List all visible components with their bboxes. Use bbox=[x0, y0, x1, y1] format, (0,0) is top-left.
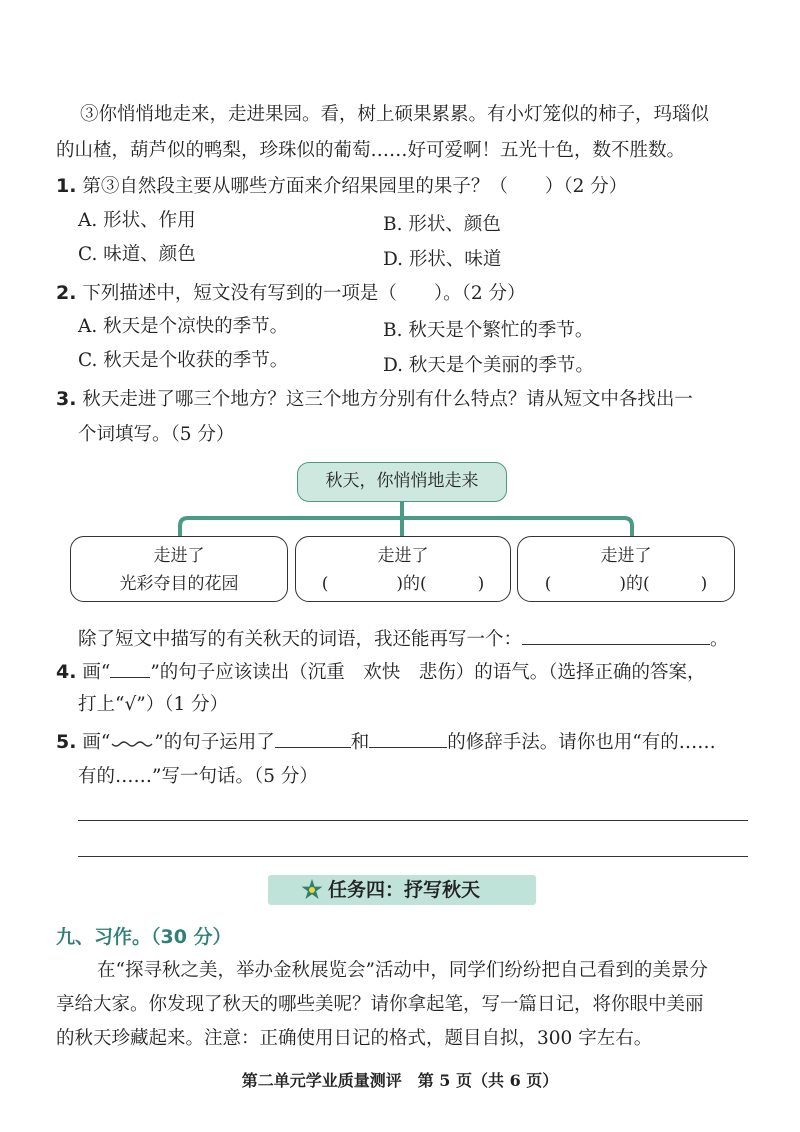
essay-prompt-line-3: 的秋天珍藏起来。注意：正确使用日记的格式，题目自拟，300 字左右。 bbox=[56, 1028, 653, 1049]
box-title: 走进了 bbox=[153, 546, 205, 566]
writing-line[interactable] bbox=[78, 820, 748, 821]
diagram-connectors bbox=[0, 500, 800, 540]
wavy-underline-sample bbox=[110, 734, 154, 748]
question-text: 画“ bbox=[82, 732, 111, 753]
page-footer: 第二单元学业质量测评 第 5 页（共 6 页） bbox=[241, 1071, 559, 1090]
writing-line[interactable] bbox=[78, 856, 748, 857]
question-text: 画“ bbox=[82, 662, 111, 683]
option-d[interactable]: D. 形状、味道 bbox=[383, 249, 502, 270]
box-answer-blank[interactable]: ( )的( ) bbox=[321, 574, 485, 594]
question-number: 3. bbox=[56, 388, 77, 410]
box-answer: 光彩夺目的花园 bbox=[119, 574, 239, 594]
answer-blank[interactable] bbox=[369, 731, 447, 748]
box-answer-blank[interactable]: ( )的( ) bbox=[544, 574, 708, 594]
question-4 bbox=[56, 661, 706, 684]
diagram-box-3 bbox=[517, 536, 735, 602]
question-5 bbox=[56, 731, 716, 754]
diagram-root: 秋天，你悄悄地走来 bbox=[297, 462, 507, 502]
question-number: 4. bbox=[56, 661, 77, 683]
question-text: ”的句子运用了 bbox=[154, 732, 275, 753]
question-2 bbox=[56, 282, 526, 305]
passage-line-1: ③你悄悄地走来，走进果园。看，树上硕果累累。有小灯笼似的柿子，玛瑙似 bbox=[80, 104, 710, 125]
question-3 bbox=[56, 388, 693, 411]
box-title: 走进了 bbox=[600, 546, 652, 566]
question-number: 5. bbox=[56, 731, 77, 753]
box-title: 走进了 bbox=[377, 546, 429, 566]
essay-prompt-line-1: 在“探寻秋之美，举办金秋展览会”活动中，同学们纷纷把自己看到的美景分 bbox=[97, 960, 708, 981]
underline-sample bbox=[110, 663, 150, 678]
question-number: 2. bbox=[56, 282, 77, 304]
option-c[interactable]: C. 秋天是个收获的季节。 bbox=[78, 350, 289, 371]
passage-line-2: 的山楂，葫芦似的鸭梨，珍珠似的葡萄……好可爱啊！五光十色，数不胜数。 bbox=[56, 140, 686, 161]
q3-extra bbox=[78, 628, 729, 651]
question-text: 下列描述中，短文没有写到的一项是（ ）。（2 分） bbox=[82, 283, 526, 304]
question-1 bbox=[56, 175, 627, 198]
option-a[interactable]: A. 秋天是个凉快的季节。 bbox=[78, 316, 289, 337]
star-icon bbox=[300, 878, 324, 902]
question-text: 和 bbox=[350, 732, 370, 753]
question-text: 第③自然段主要从哪些方面来介绍果园里的果子？（ ）（2 分） bbox=[82, 176, 628, 197]
question-number: 1. bbox=[56, 175, 77, 197]
question-4-line-2: 打上“√”）（1 分） bbox=[78, 694, 229, 715]
diagram-box-1 bbox=[70, 536, 288, 602]
question-text: 秋天走进了哪三个地方？这三个地方分别有什么特点？请从短文中各找出一 bbox=[82, 389, 693, 410]
question-text: 的修辞手法。请你也用“有的…… bbox=[447, 732, 716, 753]
diagram-box-2 bbox=[295, 536, 511, 602]
option-d[interactable]: D. 秋天是个美丽的季节。 bbox=[383, 355, 594, 376]
q3-extra-end: 。 bbox=[710, 629, 729, 650]
question-5-line-2: 有的……”写一句话。（5 分） bbox=[78, 766, 318, 787]
task-banner-title: 任务四：抒写秋天 bbox=[328, 879, 481, 901]
q3-extra-text: 除了短文中描写的有关秋天的词语，我还能再写一个： bbox=[78, 629, 523, 650]
section-heading: 九、习作。（30 分） bbox=[56, 926, 232, 948]
answer-blank[interactable] bbox=[522, 628, 710, 645]
question-text: ”的句子应该读出（沉重 欢快 悲伤）的语气。（选择正确的答案， bbox=[150, 662, 706, 683]
answer-blank[interactable] bbox=[275, 731, 351, 748]
option-b[interactable]: B. 秋天是个繁忙的季节。 bbox=[383, 320, 594, 341]
option-b[interactable]: B. 形状、颜色 bbox=[383, 214, 501, 235]
essay-prompt-line-2: 享给大家。你发现了秋天的哪些美呢？请你拿起笔，写一篇日记，将你眼中美丽 bbox=[56, 994, 704, 1015]
question-3-line-2: 个词填写。（5 分） bbox=[78, 424, 235, 445]
option-a[interactable]: A. 形状、作用 bbox=[78, 210, 196, 231]
option-c[interactable]: C. 味道、颜色 bbox=[78, 244, 196, 265]
